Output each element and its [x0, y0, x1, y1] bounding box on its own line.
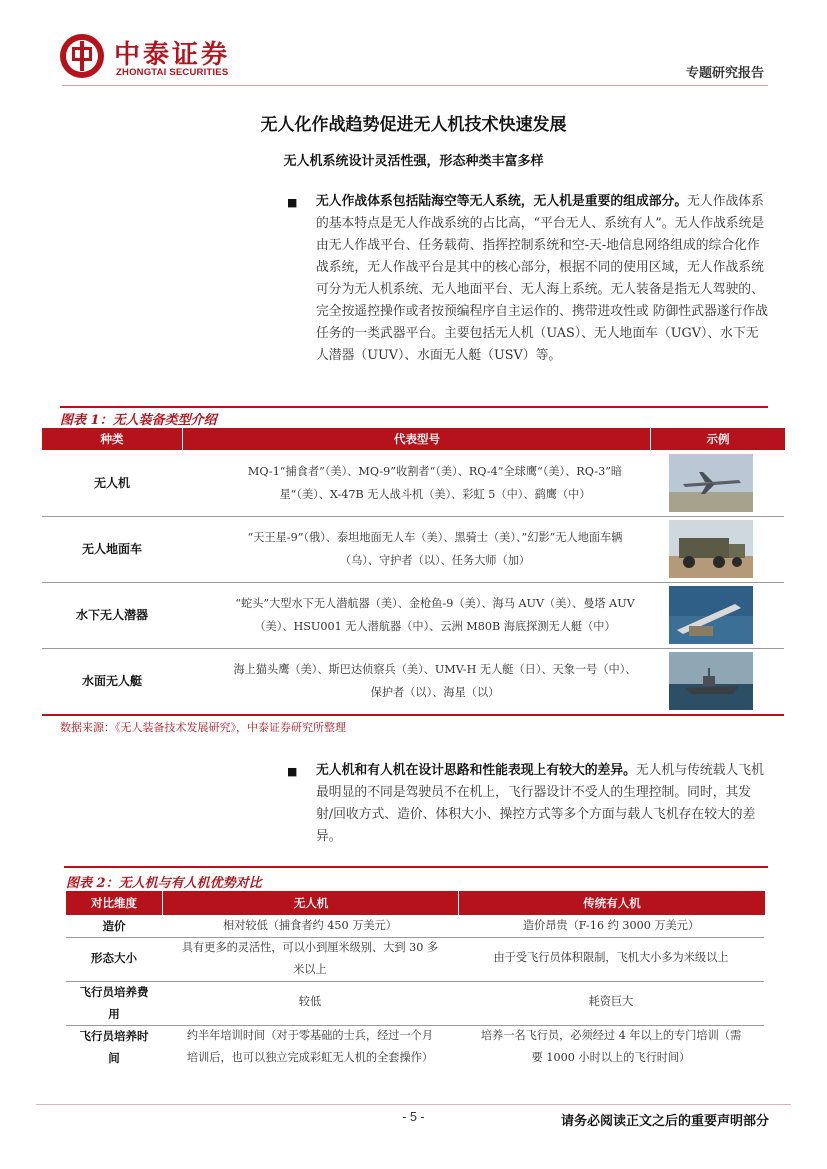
models-line: 保护者（以）、海星（以） [370, 686, 500, 699]
footer-divider [36, 1104, 791, 1105]
row-dimension [66, 1025, 162, 1069]
row-manned-value [458, 1025, 764, 1069]
row-models [182, 460, 688, 506]
bullet-square-icon: ■ [287, 196, 298, 209]
paragraph-uav-vs-manned [316, 760, 768, 848]
models-line: 海上猫头鹰（美）、斯巴达侦察兵（美）、UMV-H 无人艇（日）、天象一号（中）、 [233, 663, 637, 676]
models-line: （乌）、守护者（以）、任务大师（加） [339, 554, 531, 567]
t1-header-type: 种类 [42, 428, 182, 450]
row-uav-value: 相对较低（捕食者约 450 万美元） [223, 919, 397, 932]
cell-line: 用 [108, 1007, 120, 1021]
row-models [182, 526, 688, 572]
row-divider [66, 981, 764, 982]
report-type-label: 专题研究报告 [685, 66, 764, 81]
cell-line: 要 1000 小时以上的飞行时间） [531, 1051, 691, 1064]
t1-header-example: 示例 [650, 428, 785, 450]
row-models [182, 658, 688, 704]
figure2-title: 图表 2：无人机与有人机优势对比 [66, 876, 262, 891]
models-line: “天王星-9”（俄）、泰坦地面无人车（美）、黑骑士（美）、”幻影”无人地面车辆 [247, 531, 623, 544]
paragraph-body: 无人机与传统载人飞机最明显的不同是驾驶员不在机上，飞行器设计不受人的生理控制。同时，其发射/回收方式、造价、体积大小、操控方式等多个方面与载人飞机存在较大的差异。 [316, 763, 764, 844]
cell-line: 约半年培训时间（对于零基础的士兵，经过一个月 [186, 1029, 434, 1042]
brand-name-en: ZHONGTAI SECURITIES [116, 67, 229, 78]
table-row [42, 516, 784, 583]
table-row [42, 582, 784, 649]
cell-line: 米以上 [293, 963, 327, 976]
row-manned-value: 造价昂贵（F-16 约 3000 万美元） [522, 919, 700, 932]
t2-header-manned: 传统有人机 [458, 891, 765, 915]
surface-boat-photo-icon [669, 652, 753, 710]
row-type: 水下无人潜器 [75, 608, 148, 622]
paragraph-lead: 无人机和有人机在设计思路和性能表现上有较大的差异。 [316, 763, 636, 778]
header-divider [62, 85, 768, 86]
row-uav-value: 较低 [298, 995, 322, 1008]
figure2-top-rule [64, 866, 768, 868]
section-title: 无人化作战趋势促进无人机技术快速发展 [260, 115, 567, 135]
cell-line: 培养一名飞行员，必须经过 4 年以上的专门培训（需 [480, 1029, 742, 1042]
t1-header-models: 代表型号 [182, 428, 651, 450]
cell-line: 飞行员培养时 [79, 1029, 149, 1043]
paragraph-body: 无人作战体系的基本特点是无人作战系统的占比高，“平台无人、系统有人”。无人作战系统是由无人作战平台、任务载荷、指挥控制系统和空-天-地信息网络组成的综合化作战系统，无人作战平台是其中的核心部分，根据不同的使用区域，无人作战系统可分为无人机系统、无人地面平台、无人海上系统。无人装备是指无人驾驶的、完全按遥控操作或者按预编程序自主运作的、携带进攻性或 防御性武器遂行作战任务的一类武器平台。主要包括无人机（UAS）、无人地面车（UGV）、水下无人潜器（UUV）、水面无人艇（USV）等。 [316, 194, 768, 363]
table-row [42, 648, 784, 716]
models-line: “蛇头”大型水下无人潜航器（美）、金枪鱼-9（美）、海马 AUV（美）、曼塔 AUV [235, 597, 635, 610]
figure1-title: 图表 1：无人装备类型介绍 [60, 413, 217, 428]
models-line: （美）、HSU001 无人潜航器（中）、云洲 M80B 海底探测无人艇（中） [254, 620, 616, 633]
underwater-vehicle-photo-icon [669, 586, 753, 644]
cell-line: 间 [108, 1051, 120, 1065]
cell-line: 飞行员培养费 [79, 985, 149, 999]
ground-vehicle-photo-icon [669, 520, 753, 578]
t2-header-dimension: 对比维度 [66, 891, 162, 915]
brand-name-cn: 中泰证券 [114, 40, 231, 70]
paragraph-unmanned-systems [316, 191, 768, 367]
zhongtai-logo-icon [58, 32, 106, 80]
row-type: 无人地面车 [81, 542, 142, 556]
drone-photo-icon [669, 454, 753, 512]
row-manned-value: 由于受飞行员体积限制，飞机大小多为米级以上 [493, 951, 729, 964]
figure1-top-rule [60, 406, 768, 408]
cell-line: 培训后，也可以独立完成彩虹无人机的全套操作） [186, 1051, 434, 1064]
models-line: MQ-1“捕食者”（美）、MQ-9”收割者“（美）、RQ-4”全球鹰“（美）、RQ-3”暗 [247, 465, 623, 478]
page-number: - 5 - [402, 1110, 425, 1124]
cell-line: 具有更多的灵活性，可以小到厘米级别、大到 30 多 [181, 941, 439, 954]
row-type: 无人机 [93, 476, 130, 490]
row-models [182, 592, 688, 638]
row-uav-value [162, 937, 458, 981]
row-dimension [66, 981, 162, 1025]
row-dimension: 造价 [102, 919, 126, 933]
paragraph-lead: 无人作战体系包括陆海空等无人系统，无人机是重要的组成部分。 [316, 194, 688, 209]
bullet-square-icon: ■ [287, 765, 298, 778]
section-subtitle: 无人机系统设计灵活性强，形态种类丰富多样 [283, 154, 544, 169]
t2-header-uav: 无人机 [162, 891, 459, 915]
row-dimension: 形态大小 [91, 951, 137, 965]
row-manned-value: 耗资巨大 [588, 995, 634, 1008]
models-line: 星“（美）、X-47B 无人战斗机（美）、彩虹 5（中）、鹞鹰（中） [279, 488, 591, 501]
table-row [42, 450, 784, 517]
row-type: 水面无人艇 [81, 674, 142, 688]
footer-disclaimer: 请务必阅读正文之后的重要声明部分 [560, 1114, 769, 1129]
row-uav-value [162, 1025, 458, 1069]
figure1-source: 数据来源：《无人装备技术发展研究》，中泰证券研究所整理 [60, 721, 346, 734]
